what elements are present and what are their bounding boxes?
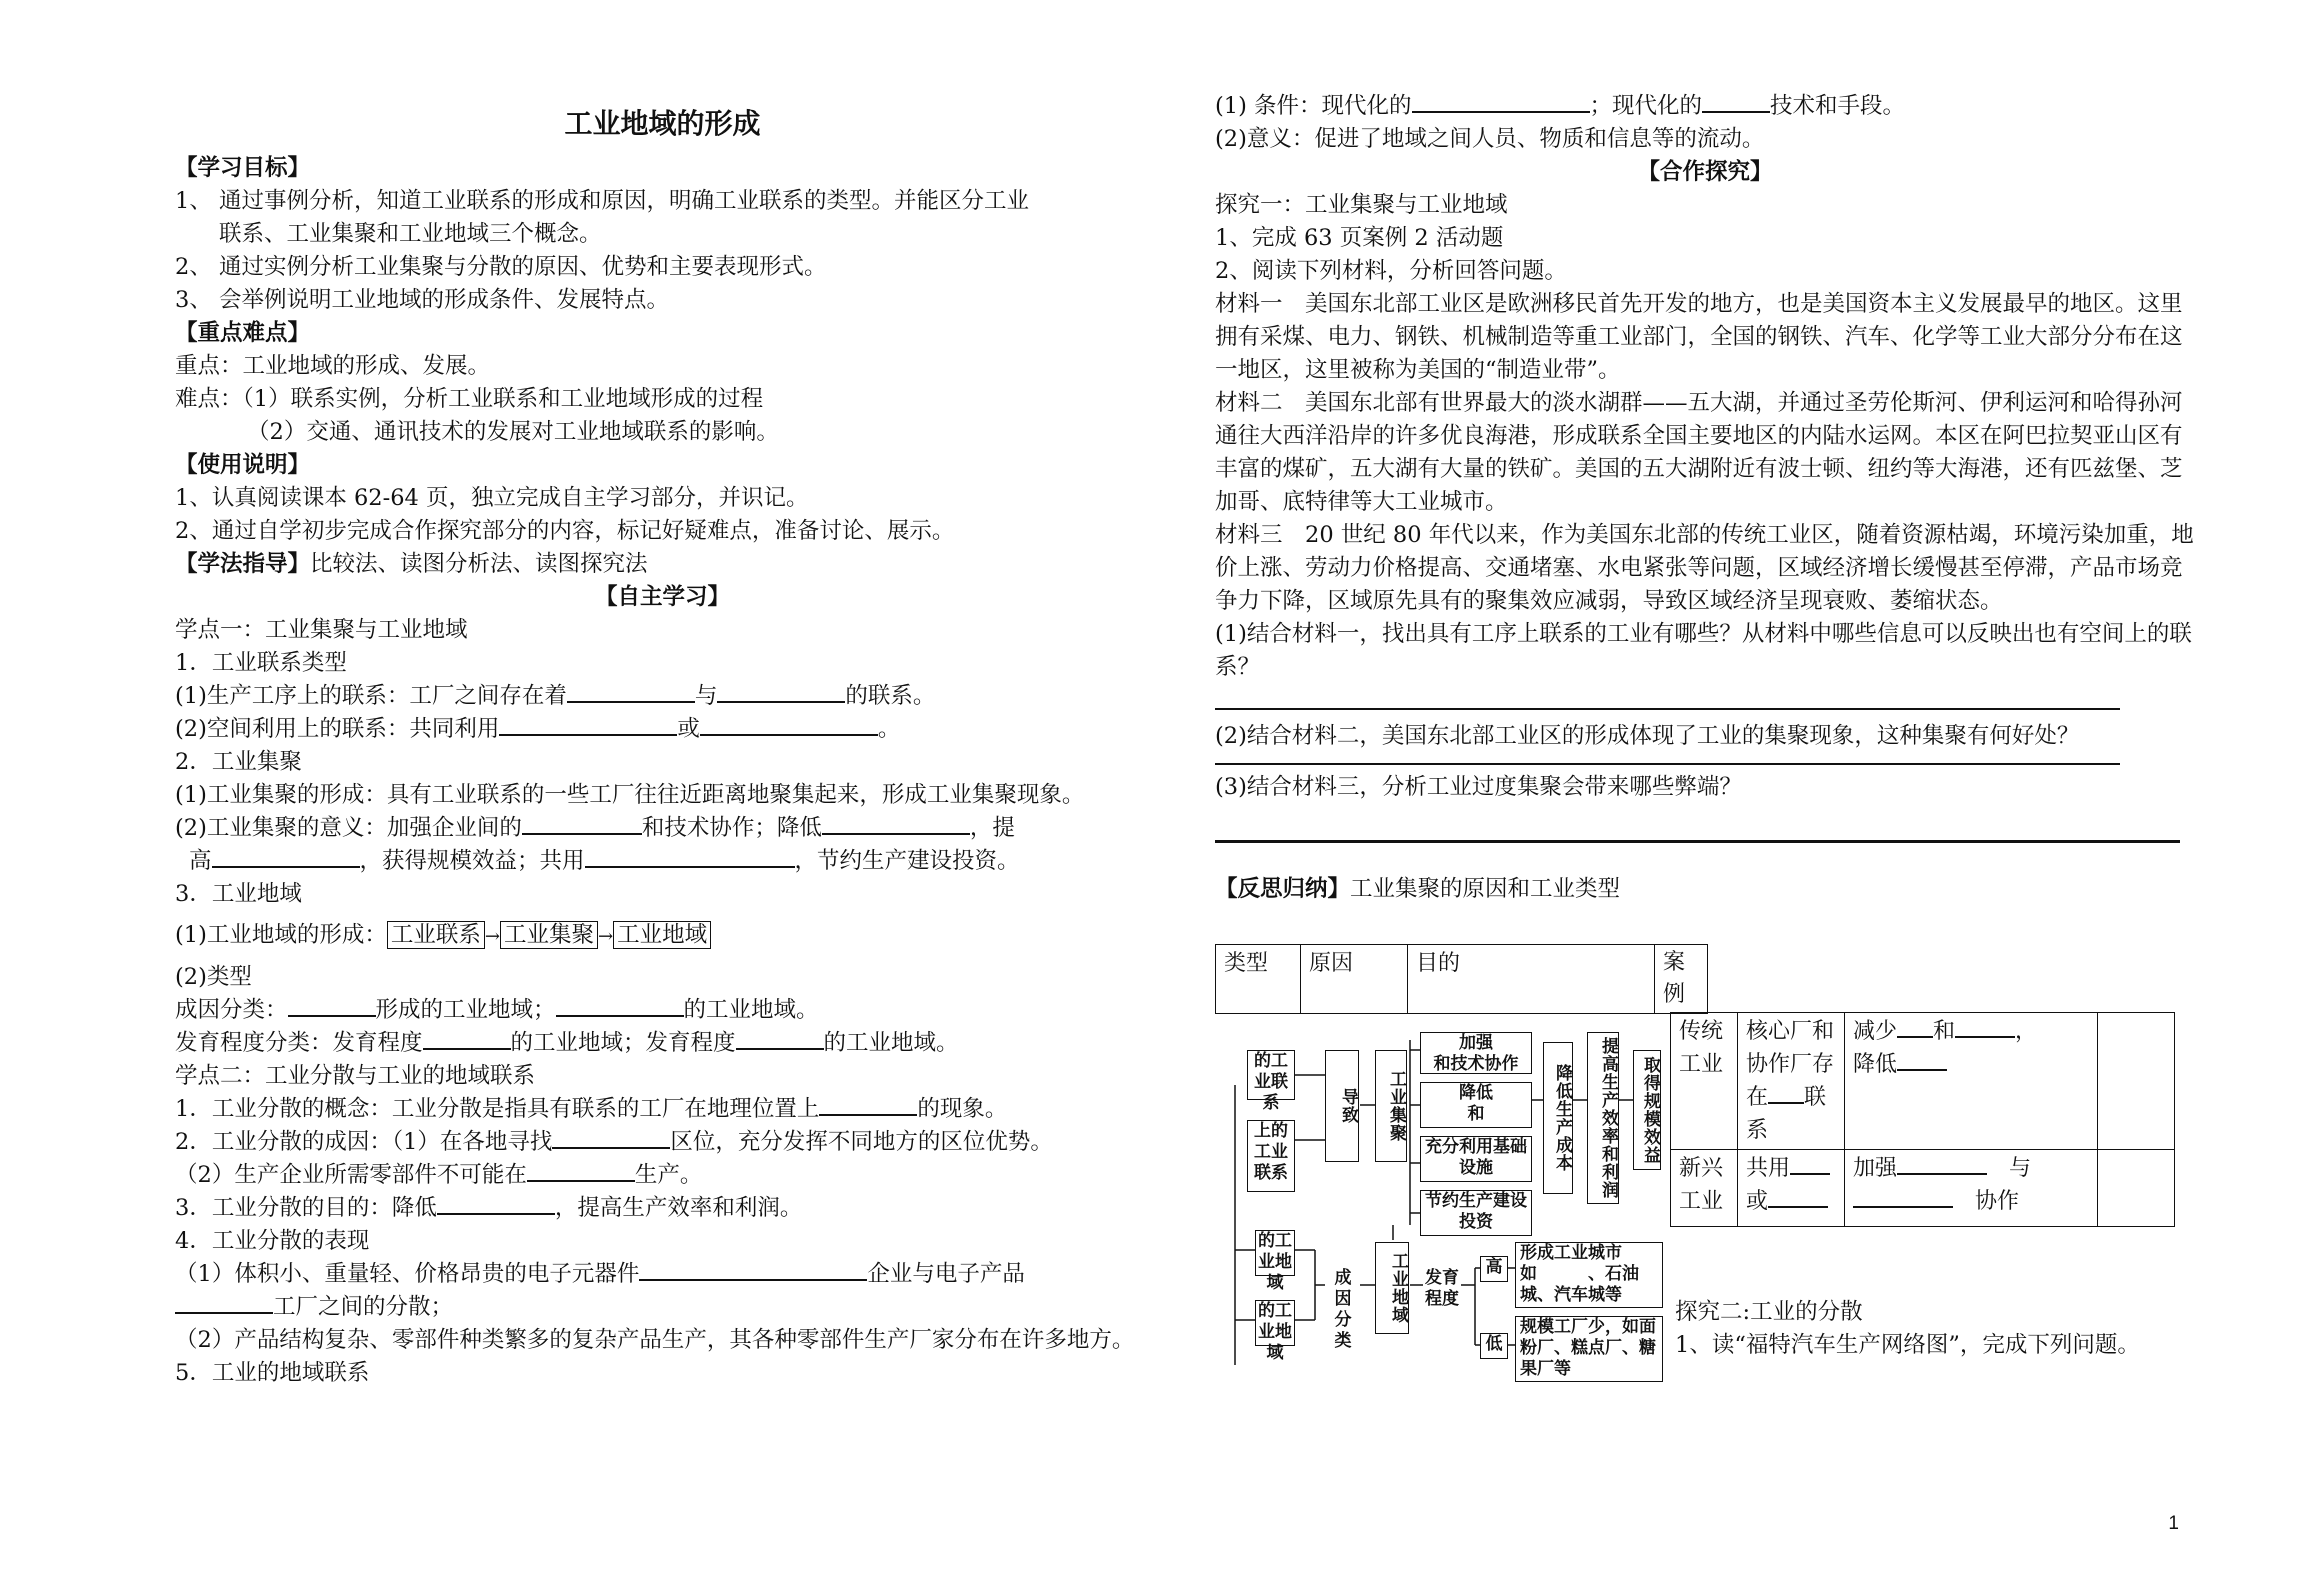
col-goal: 目的 [1408,945,1655,1014]
item-4: 4．工业分散的表现 [175,1228,370,1254]
heading-key: 【重点难点】 [175,320,311,346]
text: 降低 [1459,1083,1493,1103]
fill-blank[interactable] [1897,1016,1933,1038]
text: 联系 [1746,1085,1827,1143]
text: 技术和手段。 [1770,93,1906,119]
diagram-box: 充分利用基础设施 [1420,1136,1532,1182]
fill-blank[interactable] [212,846,360,868]
fill-blank[interactable] [1897,1153,1987,1175]
heading-use: 【使用说明】 [175,452,311,478]
summary-table-header [1215,944,1708,1014]
item-2: 2．工业集聚 [175,749,302,775]
diagram-box: 形成工业城市如 、石油城、汽车城等 [1515,1242,1663,1308]
item-3: 3．工业地域 [175,881,302,907]
diagram-box: 的工业地域 [1255,1230,1295,1276]
text: 2．工业分散的成因：（1）在各地寻找 [175,1129,553,1155]
reflect-title: 工业集聚的原因和工业类型 [1350,876,1621,902]
text: 上的 [1254,1121,1288,1141]
text: 1．工业分散的概念：工业分散是指具有联系的工厂在地理位置上 [175,1096,820,1122]
cell [1845,1013,2098,1150]
dispersion-2: （2）产品结构复杂、零部件种类繁多的复杂产品生产，其各种零部件生产厂家分布在许多地方。 [175,1327,1135,1353]
text: 的工业地域；发育程度 [510,1030,736,1056]
text: ，提高生产效率和利润。 [554,1195,803,1221]
text: 或 [677,716,700,742]
text: 的联系。 [845,683,936,709]
col-case: 案例 [1655,945,1708,1014]
fill-blank[interactable] [1768,1186,1828,1208]
cluster-formation: (1)工业集聚的形成：具有工业联系的一些工厂往往近距离地聚集起来，形成工业集聚现象。 [175,782,1085,808]
fill-blank[interactable] [585,846,795,868]
text: ；现代化的 [1589,93,1703,119]
cell [1738,1150,1845,1227]
flow-box: 工业地域 [613,921,711,949]
text: （1）体积小、重量轻、价格昂贵的电子元器件 [175,1261,640,1287]
text: 加强 [1459,1033,1493,1053]
text: 成因分类： [175,997,288,1023]
key-1: 重点：工业地域的形成、发展。 [175,353,491,379]
key-3: （2）交通、通讯技术的发展对工业地域联系的影响。 [247,419,779,445]
types-heading: (2)类型 [175,964,252,990]
text: (2)空间利用上的联系：共同利用 [175,716,500,742]
heading-goals: 【学习目标】 [175,155,311,181]
diagram-box: 导致 [1325,1050,1359,1162]
text: ，节约生产建设投资。 [794,848,1020,874]
text: 共用 [1746,1156,1791,1181]
diagram-box: 低 [1480,1333,1508,1359]
flow-box: 工业联系 [387,921,485,949]
fill-blank[interactable] [1412,91,1590,113]
arrow-right-icon: → [484,926,500,947]
fill-blank[interactable] [522,813,642,835]
text: 协作 [1975,1189,2020,1214]
cell [1845,1150,2098,1227]
point-1: 学点一：工业集聚与工业地域 [175,617,468,643]
text: （2）生产企业所需零部件不可能在 [175,1162,527,1188]
fill-blank[interactable] [437,1193,555,1215]
cell: 传统工业 [1671,1013,1738,1150]
question-1: (1)结合材料一，找出具有工序上联系的工业有哪些？从材料中哪些信息可以反映出也有空间上的联系？ [1215,621,2192,680]
text: 与 [2009,1156,2032,1181]
fill-blank[interactable] [527,1160,635,1182]
material-1: 材料一 美国东北部工业区是欧洲移民首先开发的地方，也是美国资本主义发展最早的地区。这里拥有采煤、电力、钢铁、机械制造等重工业部门，全国的钢铁、汽车、化学等工业大部分分布在这一地区，这里被称为美国的“制造业带”。 [1215,291,2183,383]
cell [1738,1013,1845,1150]
right-content [1215,90,2195,906]
text: 降低 [1853,1052,1898,1077]
text: 加强 [1853,1156,1898,1181]
text: 生产。 [634,1162,703,1188]
diagram-box [1420,1082,1532,1128]
material-2: 材料二 美国东北部有世界最大的淡水湖群——五大湖，并通过圣劳伦斯河、伊利运河和哈得孙河通往大西洋沿岸的许多优良海港，形成联系全国主要地区的内陆水运网。本区在阿巴拉契亚山区有丰富的煤矿，五大湖有大量的铁矿。美国的五大湖附近有波士顿、纽约等大海港，还有匹兹堡、芝加哥、底特律等大工业城市。 [1215,390,2183,515]
text: 高 [189,848,212,874]
fill-blank[interactable] [1955,1016,2015,1038]
diagram-label: 发育程度 [1423,1268,1461,1312]
cell[interactable] [2098,1150,2175,1227]
diagram-box: 高 [1480,1256,1508,1282]
text: 与 [694,683,718,709]
text: 企业与电子产品 [867,1261,1025,1287]
summary-table [1670,1012,2175,1227]
page-title: 工业地域的形成 [564,107,761,140]
text: ，获得规模效益；共用 [359,848,585,874]
arrow-right-icon: → [598,926,614,947]
col-reason: 原因 [1301,945,1408,1014]
point-2: 学点二：工业分散与工业的地域联系 [175,1063,536,1089]
text: 减少 [1853,1019,1898,1044]
text: ， [2015,1019,2038,1044]
fill-blank[interactable] [819,1094,917,1116]
concept-diagram [1215,1020,1660,1400]
left-content [175,152,1150,1390]
cell: 新兴工业 [1671,1150,1738,1227]
text: (1)生产工序上的联系：工厂之间存在着 [175,683,567,709]
fill-blank[interactable] [822,813,970,835]
goal-1a: 1、 通过事例分析，知道工业联系的形成和原因，明确工业联系的类型。并能区分工业 [175,188,1029,214]
text: (1)工业地域的形成： [175,922,387,948]
diagram-box [1247,1120,1295,1192]
text: 形成的工业地域； [375,997,556,1023]
task-1: 1、完成 63 页案例 2 活动题 [1215,225,1504,251]
text: 工厂之间的分散； [273,1294,454,1320]
diagram-box: 节约生产建设投资 [1420,1190,1532,1236]
question-3: (3)结合材料三，分析工业过度集聚会带来哪些弊端？ [1215,774,1742,800]
use-2: 2、通过自学初步完成合作探究部分的内容，标记好疑难点，准备讨论、展示。 [175,518,955,544]
fill-blank[interactable] [639,1259,867,1281]
fill-blank[interactable] [288,995,376,1017]
text: 发育程度分类：发育程度 [175,1030,423,1056]
text: 的工业地域。 [683,997,819,1023]
goal-3: 3、 会举例说明工业地域的形成条件、发展特点。 [175,287,669,313]
diagram-box: 工业地域 [1375,1242,1409,1334]
task-2: 2、阅读下列材料，分析回答问题。 [1215,258,1567,284]
explore-2: 探究二:工业的分散 [1675,1299,1863,1325]
col-type: 类型 [1216,945,1301,1014]
diagram-box: 取得规模效益 [1633,1050,1661,1170]
use-1: 1、认真阅读课本 62-64 页，独立完成自主学习部分，并识记。 [175,485,809,511]
fill-blank[interactable] [423,1028,511,1050]
diagram-label: 成因分类 [1327,1268,1359,1312]
method-text: 比较法、读图分析法、读图探究法 [310,551,648,577]
text: (1) 条件：现代化的 [1215,93,1412,119]
text: 和 [1467,1104,1485,1124]
goal-1b: 联系、工业集聚和工业地域三个概念。 [219,221,602,247]
text: 的工业地域。 [823,1030,959,1056]
fill-blank[interactable] [717,681,845,703]
diagram-box [1420,1032,1532,1074]
fill-blank[interactable] [1702,91,1770,113]
question-2: (2)结合材料二，美国东北部工业区的形成体现了工业的集聚现象，这种集聚有何好处？ [1215,723,2080,749]
fill-blank[interactable] [552,1127,670,1149]
fill-blank[interactable] [1853,1186,1953,1208]
text: 和技术协作 [1433,1054,1519,1074]
cell[interactable] [2098,1013,2175,1150]
material-3: 材料三 20 世纪 80 年代以来，作为美国东北部的传统工业区，随着资源枯竭，环境污染加重，地价上涨、劳动力价格提高、交通堵塞、水电紧张等问题，区域经济增长缓慢甚至停滞，产品市场竞争力下降，区域原先具有的聚集效应减弱，导致区域经济呈现衰败、萎缩状态。 [1215,522,2194,614]
fill-blank[interactable] [700,714,878,736]
text: 和技术协作；降低 [641,815,822,841]
fill-blank[interactable] [1768,1082,1804,1104]
explore-1: 探究一：工业集聚与工业地域 [1215,192,1508,218]
text: (2)工业集聚的意义：加强企业间的 [175,815,522,841]
diagram-box: 提高生产效率和利润 [1587,1032,1619,1204]
heading-method: 【学法指导】 [175,551,311,577]
significance: (2)意义：促进了地域之间人员、物质和信息等的流动。 [1215,126,1765,152]
answer-line[interactable] [1215,804,2180,843]
explore-2-task: 1、读“福特汽车生产网络图”，完成下列问题。 [1675,1332,2140,1358]
text: 核心厂和协作厂存在 [1746,1019,1835,1110]
page-number: 1 [2168,1513,2179,1534]
fill-blank[interactable] [567,681,695,703]
fill-blank[interactable] [556,995,684,1017]
heading-self-study: 【自主学习】 [594,584,730,610]
text: 和 [1933,1019,1956,1044]
fill-blank[interactable] [736,1028,824,1050]
diagram-box: 降低生产成本 [1543,1042,1573,1194]
text: 工业联系 [1254,1142,1288,1183]
text: 的现象。 [917,1096,1008,1122]
fill-blank[interactable] [1790,1153,1830,1175]
item-5: 5．工业的地域联系 [175,1360,370,1386]
diagram-box: 的工业联系 [1247,1050,1295,1100]
fill-blank[interactable] [499,714,677,736]
text: 区位，充分发挥不同地方的区位优势。 [670,1129,1053,1155]
heading-coop: 【合作探究】 [1637,159,1773,185]
table-row [1671,1150,2175,1227]
goal-2: 2、 通过实例分析工业集聚与分散的原因、优势和主要表现形式。 [175,254,827,280]
item-1: 1．工业联系类型 [175,650,347,676]
fill-blank[interactable] [175,1292,273,1314]
diagram-box: 规模工厂少，如面粉厂、糕点厂、糖果厂等 [1515,1316,1663,1382]
key-2: 难点：（1）联系实例，分析工业联系和工业地域形成的过程 [175,386,764,412]
flow-box: 工业集聚 [500,921,598,949]
text: 或 [1746,1189,1769,1214]
text: 3．工业分散的目的：降低 [175,1195,437,1221]
answer-line[interactable] [1215,753,2120,765]
answer-line[interactable] [1215,684,2120,710]
text: ，提 [969,815,1015,841]
text: 。 [877,716,901,742]
fill-blank[interactable] [1897,1049,1947,1071]
table-row [1671,1013,2175,1150]
heading-reflect: 【反思归纳】 [1215,876,1351,902]
diagram-box: 工业集聚 [1375,1050,1407,1162]
diagram-box: 的工业地域 [1255,1300,1295,1346]
